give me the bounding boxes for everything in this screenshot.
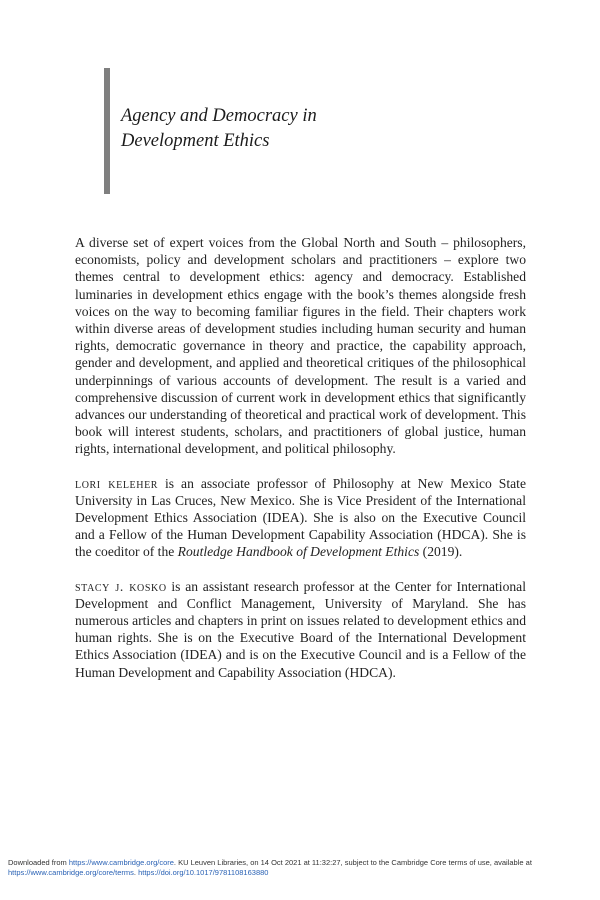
- title-accent-bar: [104, 68, 110, 194]
- download-footer: [8, 858, 598, 878]
- editor-name: lori keleher: [75, 475, 159, 491]
- editor-bio-text: is an assistant research professor at the Center for International Development and Conflict Management, University of Maryland. She has numerous articles and chapters in print on issues related to development ethics and human rights. She is on the Executive Board of the International Development Ethics Association (IDEA) and is on the Executive Council and is a Fellow of the Human Development and Capability Association (HDCA).: [75, 578, 526, 680]
- editor-bio-kosko: [75, 578, 526, 681]
- cited-work-title: Routledge Handbook of Development Ethics: [177, 544, 420, 560]
- footer-middle: . KU Leuven Libraries, on 14 Oct 2021 at 11:32:27, subject to the Cambridge Core terms of use, available at: [173, 858, 532, 867]
- editor-bio-text: is an associate professor of Philosophy at New Mexico State University in Las Cruces, New Mexico. She is Vice President of the International Development Ethics Association (IDEA). She is also on the Executive Council and a Fellow of the Human Development Capability Association (HDCA). She is the coeditor of the: [75, 475, 526, 560]
- editor-bio-keleher: [75, 475, 526, 561]
- footer-prefix: Downloaded from: [8, 858, 69, 867]
- book-title-line-2: Development Ethics: [121, 131, 270, 151]
- editor-bio-suffix: (2019).: [419, 544, 463, 560]
- footer-separator: .: [133, 868, 139, 877]
- editor-name: stacy j. kosko: [75, 578, 167, 594]
- doi-link[interactable]: https://doi.org/10.1017/9781108163880: [138, 868, 269, 877]
- terms-link[interactable]: https://www.cambridge.org/core/terms: [8, 868, 134, 877]
- book-description: A diverse set of expert voices from the Global North and South – philosophers, economists, policy and development scholars and practitioners – explore two themes central to development ethics: agency and democracy. Established luminaries in development ethics engage with the book’s themes alongside fresh voices on the way to becoming familiar figures in the field. Their chapters work within diverse areas of development studies including human security and human rights, democratic governance in theory and practice, the capability approach, gender and development, and applied and theoretical critiques of the philosophical underpinnings of various accounts of development. The result is a varied and comprehensive discussion of current work in development ethics that significantly advances our understanding of theoretical and practical work of development. This book will interest students, scholars, and practitioners of global justice, human rights, international development, and political philosophy.: [75, 235, 526, 457]
- book-title: [121, 104, 521, 154]
- book-title-line-1: Agency and Democracy in: [121, 106, 317, 126]
- cambridge-core-link[interactable]: https://www.cambridge.org/core: [68, 858, 174, 867]
- body-text: [75, 234, 526, 698]
